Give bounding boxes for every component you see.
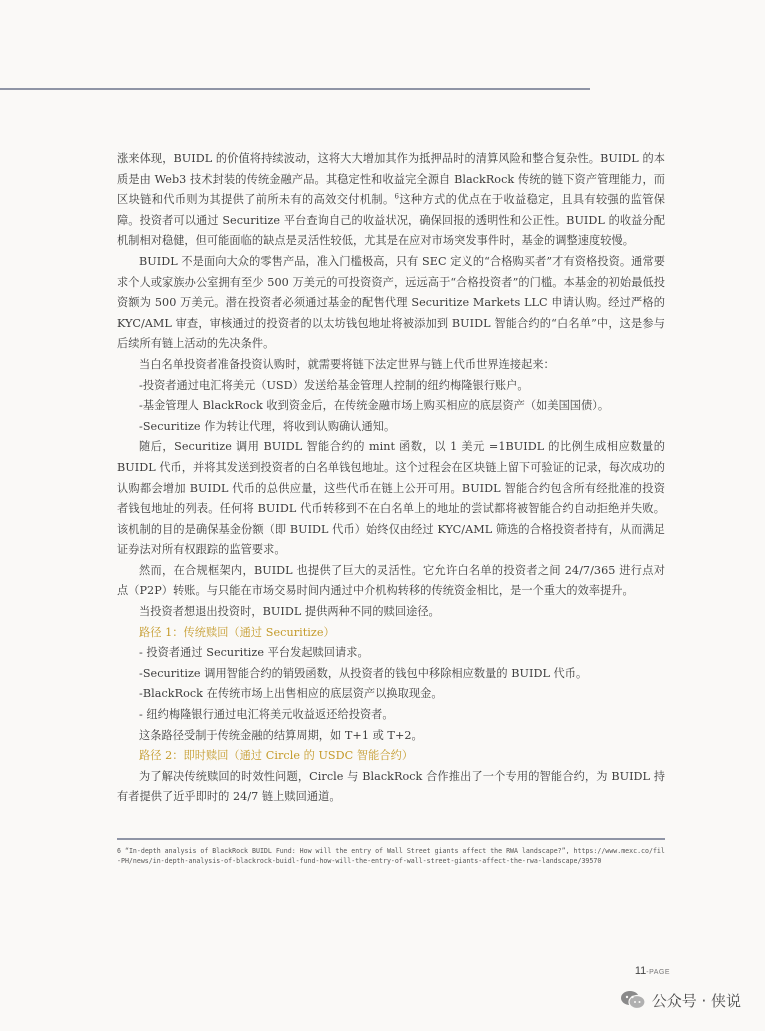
wechat-icon [620, 990, 646, 1010]
paragraph-1: 涨来体现，BUIDL 的价值将持续波动，这将大大增加其作为抵押品时的清算风险和整合复杂性。BUIDL 的本质是由 Web3 技术封装的传统金融产品。其稳定性和收益完全源自 BlackRock 传统的链下资产管理能力，而区块链和代币则为其提供了前所未有的高效交付机制。$^6$这种方式的优点在于收益稳定，且具有较强的监管保障。投资者可以通过 Securitize 平台查询自己的收益状况，确保回报的透明性和公正性。BUIDL 的收益分配机制相对稳健，但可能面临的缺点是灵活性较低，尤其是在应对市场突发事件时，基金的调整速度较慢。 [117, 152, 666, 248]
body-text [117, 149, 665, 808]
list-item: - 纽约梅隆银行通过电汇将美元收益返还给投资者。 [139, 708, 394, 722]
footnote-rule [117, 838, 665, 840]
list-item: -Securitize 调用智能合约的销毁函数，从投资者的钱包中移除相应数量的 BUIDL 代币。 [139, 666, 588, 680]
paragraph-9: 当投资者想退出投资时，BUIDL 提供两种不同的赎回途径。 [139, 605, 440, 619]
paragraph-7: 随后，Securitize 调用 BUIDL 智能合约的 mint 函数，以 1 美元 =1BUIDL 的比例生成相应数量的 BUIDL 代币，并将其发送到投资者的白名单钱包地址。这个过程会在区块链上留下可验证的记录，每次成功的认购都会增加 BUIDL 代币的总供应量，这些代币在链上公开可用。BUIDL 智能合约包含所有经批准的投资者钱包地址的列表。任何将 BUIDL 代币转移到不在白名单上的地址的尝试都将被智能合约自动拒绝并失败。该机制的目的是确保基金份额（即 BUIDL 代币）始终仅由经过 KYC/AML 筛选的合格投资者持有，从而满足证券法对所有权跟踪的监管要求。 [117, 440, 666, 557]
redemption-path-2-heading: 路径 2：即时赎回（通过 Circle 的 USDC 智能合约） [139, 749, 414, 763]
footnote-text[interactable]: “In-depth analysis of BlackRock BUIDL Fund: How will the entry of Wall Street giants affect the RWA landscape?”, https://www.mexc.co/fil-PH/news/in-depth-analysis-of-blackrock-buidl-fund-how-will-the-entry-of-wall-street-giants-affect-the-rwa-landscape/39570 [117, 847, 665, 866]
list-item: -BlackRock 在传统市场上出售相应的底层资产以换取现金。 [139, 687, 443, 701]
page-number: 11-PAGE [634, 965, 670, 977]
list-item: -Securitize 作为转让代理，将收到认购确认通知。 [139, 419, 396, 433]
footnote-number: 6 [117, 847, 121, 855]
list-item: - 投资者通过 Securitize 平台发起赎回请求。 [139, 646, 369, 660]
redemption-path-1-heading: 路径 1：传统赎回（通过 Securitize） [139, 625, 335, 639]
paragraph-17: 为了解决传统赎回的时效性问题，Circle 与 BlackRock 合作推出了一个专用的智能合约，为 BUIDL 持有者提供了近乎即时的 24/7 链上赎回通道。 [117, 769, 665, 804]
paragraph-2: BUIDL 不是面向大众的零售产品，准入门槛极高，只有 SEC 定义的“合格购买者”才有资格投资。通常要求个人或家族办公室拥有至少 500 万美元的可投资资产，远远高于“合格投资者”的门槛。本基金的初始最低投资额为 500 万美元。潜在投资者必须通过基金的配售代理 Securitize Markets LLC 申请认购。经过严格的 KYC/AML 审查，审核通过的投资者的以太坊钱包地址将被添加到 BUIDL 智能合约的“白名单”中，这是参与后续所有链上活动的先决条件。 [117, 254, 665, 351]
watermark-text: 公众号 · 侠说 [651, 991, 741, 1010]
paragraph-8: 然而，在合规框架内，BUIDL 也提供了巨大的灵活性。它允许白名单的投资者之间 24/7/365 进行点对点（P2P）转账。与只能在市场交易时间内通过中介机构转移的传统资金相比，是一个重大的效率提升。 [117, 563, 665, 598]
list-item: -基金管理人 BlackRock 收到资金后，在传统金融市场上购买相应的底层资产（如美国国债）。 [139, 399, 610, 413]
paragraph-15: 这条路径受制于传统金融的结算周期，如 T+1 或 T+2。 [139, 728, 423, 742]
watermark [620, 988, 741, 1012]
footnote-ref[interactable]: 6 [394, 192, 400, 201]
list-item: -投资者通过电汇将美元（USD）发送给基金管理人控制的纽约梅隆银行账户。 [139, 378, 529, 392]
header-rule [0, 88, 590, 90]
paragraph-3: 当白名单投资者准备投资认购时，就需要将链下法定世界与链上代币世界连接起来： [139, 357, 555, 371]
footnote [117, 846, 665, 867]
